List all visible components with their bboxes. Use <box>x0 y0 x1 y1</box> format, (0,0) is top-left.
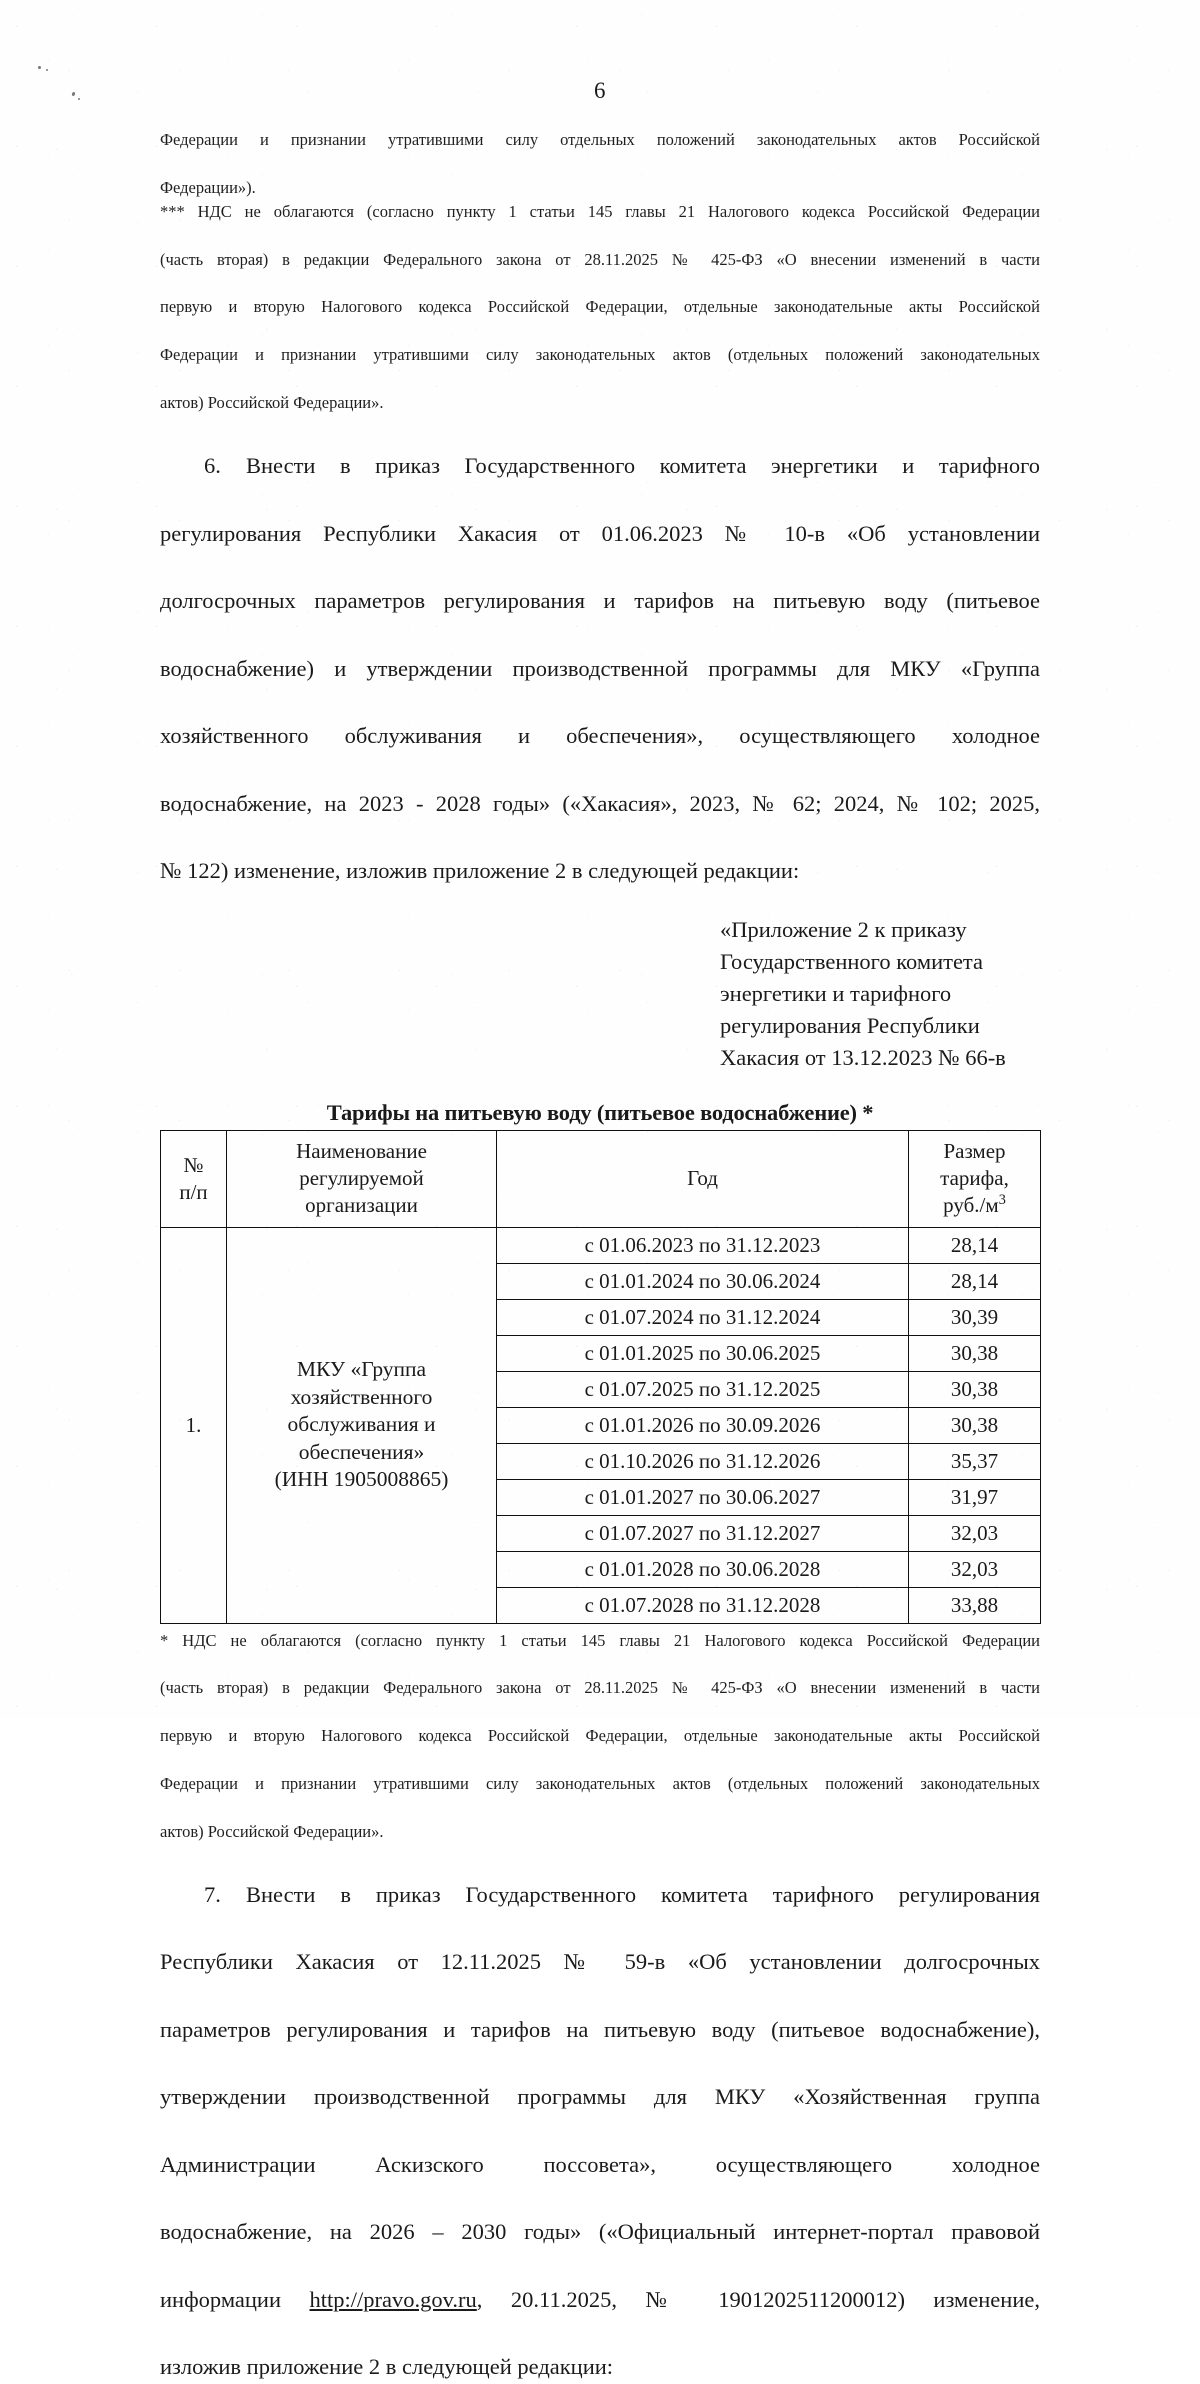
footnote-table-line: (часть вторая) в редакции Федерального закона от 28.11.2025 № 425-ФЗ «О внесении изменений в части <box>160 1678 1040 1698</box>
column-header-rate-l3 <box>913 1191 1036 1219</box>
paragraph-6-line: долгосрочных параметров регулирования и тарифов на питьевую воду (питьевое <box>160 588 1040 614</box>
tariff-table-body <box>161 1227 1041 1623</box>
column-header-organization <box>227 1130 497 1227</box>
rate-cell: 33,88 <box>909 1587 1041 1623</box>
paragraph-7-line: Республики Хакасия от 12.11.2025 № 59-в «Об установлении долгосрочных <box>160 1949 1040 1975</box>
table-header-row <box>161 1130 1041 1227</box>
period-cell: с 01.01.2027 по 30.06.2027 <box>497 1479 909 1515</box>
organization-line: (ИНН 1905008865) <box>274 1467 449 1492</box>
appendix-reference-line: энергетики и тарифного <box>720 980 952 1006</box>
paragraph-7-line: Администрации Аскизского поссовета», осуществляющего холодное <box>160 2151 1040 2177</box>
rate-cell: 28,14 <box>909 1263 1041 1299</box>
paragraph-6-number: 6. <box>204 453 221 479</box>
rate-cell: 31,97 <box>909 1479 1041 1515</box>
column-header-organization-l3: организации <box>305 1192 418 1217</box>
organization-cell <box>227 1227 497 1623</box>
column-header-year: Год <box>497 1130 909 1227</box>
paragraph-7-line: водоснабжение, на 2026 – 2030 годы» («Официальный интернет-портал правовой <box>160 2219 1040 2245</box>
appendix-reference-line: Хакасия от 13.12.2023 № 66-в <box>720 1044 1006 1070</box>
period-cell: с 01.07.2024 по 31.12.2024 <box>497 1299 909 1335</box>
footnote-top-line: (часть вторая) в редакции Федерального закона от 28.11.2025 № 425-ФЗ «О внесении изменений в части <box>160 249 1040 269</box>
column-header-rate <box>909 1130 1041 1227</box>
paragraph-6-line: регулирования Республики Хакасия от 01.06.2023 № 10-в «Об установлении <box>160 520 1040 546</box>
page-content <box>160 128 1040 2384</box>
rate-cell: 35,37 <box>909 1443 1041 1479</box>
footnote-table-line: первую и вторую Налогового кодекса Российской Федерации, отдельные законодательные акты Российской <box>160 1726 1040 1746</box>
rate-cell: 30,38 <box>909 1371 1041 1407</box>
appendix-reference-line: Государственного комитета <box>720 948 984 974</box>
paragraph-7-number: 7. <box>204 1881 221 1907</box>
appendix-reference-line: «Приложение 2 к приказу <box>720 916 967 942</box>
paragraph-6-line <box>160 449 1040 517</box>
footnote-top-line: Федерации и признании утратившими силу законодательных актов (отдельных положений законодательных <box>160 345 1040 365</box>
footnote-table <box>160 1629 1040 1844</box>
footnote-table-line: * НДС не облагаются (согласно пункту 1 статьи 145 главы 21 Налогового кодекса Российской Федерации <box>160 1630 1040 1650</box>
column-header-organization-l2: регулируемой <box>299 1166 424 1191</box>
period-cell: с 01.01.2026 по 30.09.2026 <box>497 1407 909 1443</box>
rate-cell: 32,03 <box>909 1551 1041 1587</box>
column-header-rate-l1: Размер <box>943 1138 1006 1163</box>
footnote-top <box>160 128 1040 415</box>
appendix-reference <box>720 914 1050 1074</box>
paragraph-7-info-prefix: информации <box>160 2286 310 2312</box>
footnote-top-line: Федерации и признании утратившими силу отдельных положений законодательных актов Российской <box>160 130 1040 149</box>
rate-cell: 30,38 <box>909 1335 1041 1371</box>
column-header-number-l1: № <box>183 1152 204 1177</box>
period-cell: с 01.06.2023 по 31.12.2023 <box>497 1227 909 1263</box>
period-cell: с 01.01.2025 по 30.06.2025 <box>497 1335 909 1371</box>
paragraph-7 <box>160 1878 1040 2384</box>
organization-line: хозяйственного <box>290 1384 433 1409</box>
paragraph-7-line-with-link <box>160 2283 1040 2351</box>
period-cell: с 01.07.2025 по 31.12.2025 <box>497 1371 909 1407</box>
row-index-cell: 1. <box>161 1227 227 1623</box>
organization-line: обеспечения» <box>298 1439 425 1464</box>
column-header-number <box>161 1130 227 1227</box>
footnote-top-line: Федерации»). <box>160 177 256 197</box>
paragraph-6-line: водоснабжение) и утверждении производственной программы для МКУ «Группа <box>160 655 1040 681</box>
rate-cell: 28,14 <box>909 1227 1041 1263</box>
tariff-table <box>160 1130 1041 1624</box>
footnote-top-line: актов) Российской Федерации». <box>160 393 384 413</box>
period-cell: с 01.01.2028 по 30.06.2028 <box>497 1551 909 1587</box>
footnote-table-line: актов) Российской Федерации». <box>160 1821 384 1841</box>
pravo-gov-link[interactable]: http://pravo.gov.ru <box>309 2286 477 2312</box>
organization-line: МКУ «Группа <box>296 1357 427 1382</box>
rate-unit-text: руб./м <box>943 1193 999 1218</box>
rate-cell: 30,39 <box>909 1299 1041 1335</box>
footnote-top-line: первую и вторую Налогового кодекса Российской Федерации, отдельные законодательные акты Российской <box>160 297 1040 317</box>
paragraph-7-info-suffix: , 20.11.2025, № 1901202511200012) изменение, <box>476 2286 1040 2312</box>
period-cell: с 01.10.2026 по 31.12.2026 <box>497 1443 909 1479</box>
paragraph-6 <box>160 449 1040 888</box>
paragraph-6-line: № 122) изменение, изложив приложение 2 в следующей редакции: <box>160 858 800 884</box>
footnote-table-line: Федерации и признании утратившими силу законодательных актов (отдельных положений законодательных <box>160 1774 1040 1794</box>
paragraph-7-line: параметров регулирования и тарифов на питьевую воду (питьевое водоснабжение), <box>160 2016 1040 2042</box>
column-header-rate-l2: тарифа, <box>940 1165 1009 1190</box>
paragraph-6-line-text: Внести в приказ Государственного комитета энергетики и тарифного <box>246 453 1040 479</box>
period-cell: с 01.07.2027 по 31.12.2027 <box>497 1515 909 1551</box>
paragraph-7-line <box>160 1878 1040 1946</box>
paragraph-7-line: утверждении производственной программы для МКУ «Хозяйственная группа <box>160 2084 1040 2110</box>
paragraph-7-last-line: изложив приложение 2 в следующей редакции: <box>160 2354 614 2380</box>
paragraph-6-line: хозяйственного обслуживания и обеспечения», осуществляющего холодное <box>160 723 1040 749</box>
period-cell: с 01.07.2028 по 31.12.2028 <box>497 1587 909 1623</box>
period-cell: с 01.01.2024 по 30.06.2024 <box>497 1263 909 1299</box>
page-number: 6 <box>594 78 606 103</box>
paragraph-6-line: водоснабжение, на 2023 - 2028 годы» («Хакасия», 2023, № 62; 2024, № 102; 2025, <box>160 790 1040 816</box>
table-row <box>161 1227 1041 1263</box>
footnote-top-line: *** НДС не облагаются (согласно пункту 1 статьи 145 главы 21 Налогового кодекса Российской Федерации <box>160 201 1040 221</box>
column-header-organization-l1: Наименование <box>296 1139 427 1164</box>
table-title: Тарифы на питьевую воду (питьевое водоснабжение) * <box>326 1099 874 1125</box>
rate-cell: 32,03 <box>909 1515 1041 1551</box>
paragraph-7-line-text: Внести в приказ Государственного комитета тарифного регулирования <box>246 1881 1040 1907</box>
appendix-reference-line: регулирования Республики <box>720 1012 980 1038</box>
rate-cell: 30,38 <box>909 1407 1041 1443</box>
column-header-number-l2: п/п <box>179 1179 208 1204</box>
organization-line: обслуживания и <box>287 1412 436 1437</box>
rate-unit-exponent: 3 <box>998 1192 1006 1209</box>
